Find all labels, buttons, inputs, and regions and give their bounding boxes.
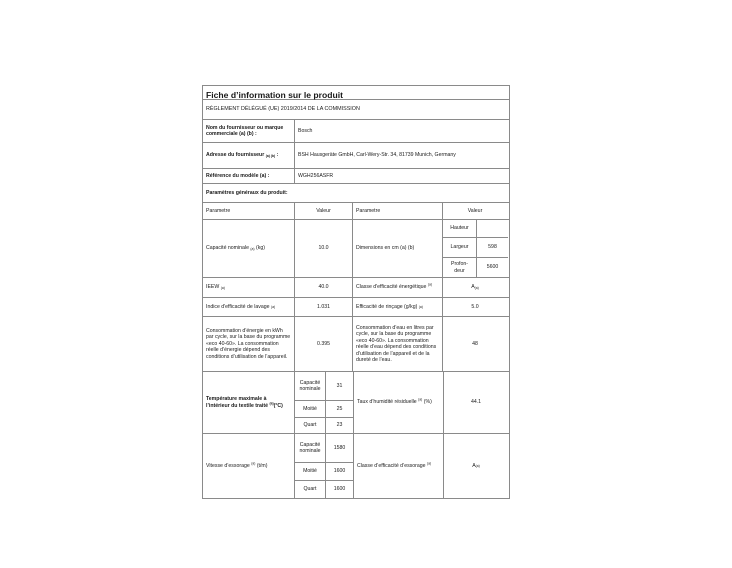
spin-speed-label: Vitesse d’essorage — [206, 462, 250, 469]
wash-index-label: Indice d'efficacité de lavage — [206, 303, 270, 310]
supplier-address-label-cell: Adresse du fournisseur (a) (b) : — [206, 152, 279, 159]
dim-height-label: Hauteur — [450, 225, 469, 232]
dim-width-value: 598 — [476, 238, 508, 257]
spin-speed-grid — [294, 434, 353, 498]
spin-speed-row — [295, 480, 353, 498]
spin-class-sup: (a) — [427, 461, 432, 466]
spin-row — [203, 433, 509, 498]
regulation-text: RÈGLEMENT DÉLÉGUÉ (UE) 2019/2014 DE LA COMMISSION — [206, 106, 360, 113]
capacity-label: Capacité nominale — [206, 245, 249, 252]
energy-consumption-label: Consommation d’énergie en kWh par cycle, sur la base du programme «eco 40-60». La consommation réelle d’énergie dépend des conditions d’utilisation de l’appareil. — [206, 327, 291, 360]
ieew-label: IEEW — [206, 284, 220, 291]
spin-row-value: 1580 — [325, 434, 353, 462]
title-row — [203, 86, 509, 99]
rinse-value: 5.0 — [442, 298, 507, 316]
spin-class-label-cell — [353, 434, 443, 498]
dim-height-row — [443, 220, 508, 237]
energy-class-sup: (a) — [427, 282, 433, 287]
max-temp-row-value: 25 — [325, 401, 353, 417]
rinse-label: Efficacité de rinçage (g/kg) — [356, 303, 418, 310]
spin-speed-label-cell — [203, 434, 294, 498]
dim-depth-value: 5600 — [476, 258, 508, 277]
sheet-title: Fiche d’information sur le produit — [206, 90, 344, 100]
table-header-row — [203, 202, 509, 219]
dim-width-label: Largeur — [450, 244, 469, 251]
energy-consumption-value: 0.395 — [294, 317, 352, 371]
dimensions-label: Dimensions en cm (a) (b) — [352, 220, 442, 277]
wash-index-value: 1.031 — [294, 298, 352, 316]
spin-class-label: Classe d’efficacité d’essorage — [357, 462, 426, 469]
energy-class-value: A — [471, 284, 475, 291]
spin-row-label: Moitié — [303, 468, 317, 475]
spin-speed-row — [295, 462, 353, 480]
supplier-name-label: Nom du fournisseur ou marque commerciale (a) (b) : — [206, 124, 284, 137]
spin-speed-row — [295, 434, 353, 462]
general-params-row — [203, 183, 509, 202]
temperature-humidity-row — [203, 371, 509, 433]
spin-row-label: Quart — [303, 486, 317, 493]
ieew-label-cell: IEEW (a) — [206, 284, 225, 291]
max-temp-row-label: Moitié — [303, 405, 317, 412]
supplier-address-colon: : — [276, 152, 279, 159]
product-information-sheet — [202, 85, 510, 499]
max-temp-label-cell — [203, 372, 294, 433]
dim-width-row — [443, 237, 508, 257]
max-temp-row — [295, 417, 353, 433]
ieew-row — [203, 277, 509, 297]
humidity-value: 44.1 — [443, 372, 508, 433]
spin-speed-unit: (t/m) — [256, 462, 268, 469]
dim-depth-label: Profon-deur — [450, 261, 468, 274]
max-temp-row-value: 31 — [325, 372, 353, 400]
spin-class-value: A — [472, 462, 476, 469]
supplier-address-value: BSH Hausgeräte GmbH, Carl-Wery-Str. 34, 81739 Munich, Germany — [294, 143, 507, 168]
humidity-label-cell — [353, 372, 443, 433]
humidity-label: Taux d’humidité résiduelle — [357, 399, 417, 406]
water-consumption-label: Consommation d’eau en litres par cycle, sur la base du programme «eco 40-60». La consommation réelle d’eau dépend des conditions d’utilisation de l’appareil et de la dureté de l’eau. — [352, 317, 442, 371]
max-temp-unit: (°C) — [273, 402, 283, 409]
spin-row-label: Capacité nominale — [299, 441, 321, 454]
supplier-name-row — [203, 119, 509, 142]
ieew-value: 40.0 — [294, 278, 352, 297]
max-temp-sup: (a) — [269, 400, 274, 405]
consumption-row — [203, 316, 509, 371]
header-param-2: Parametre — [352, 203, 442, 219]
capacity-value: 10.0 — [294, 220, 352, 277]
header-value-2: Valeur — [442, 203, 507, 219]
supplier-address-row — [203, 142, 509, 168]
max-temp-row-label: Quart — [303, 422, 317, 429]
general-params-label: Paramètres généraux du produit: — [206, 189, 288, 196]
header-param: Parametre — [206, 207, 231, 214]
max-temp-row-label: Capacité nominale — [299, 379, 321, 392]
model-label: Référence du modèle (a) : — [206, 172, 270, 179]
humidity-sup: (a) — [418, 397, 423, 402]
max-temp-row — [295, 400, 353, 417]
model-value: WGH256ASFR — [294, 169, 507, 183]
max-temp-label: Température maximale à l’intérieur du textile traité — [206, 396, 268, 409]
max-temp-row — [295, 372, 353, 400]
spin-class-value-cell: A (a) — [443, 434, 508, 498]
water-consumption-value: 48 — [442, 317, 507, 371]
dimensions-grid — [442, 220, 508, 277]
energy-class-label: Classe d'efficacité énergétique — [356, 284, 427, 291]
model-row — [203, 168, 509, 183]
supplier-address-label: Adresse du fournisseur — [206, 152, 265, 159]
energy-class-label-cell — [352, 278, 442, 297]
humidity-unit: (%) — [423, 399, 432, 406]
capacity-dimensions-row — [203, 219, 509, 277]
spin-speed-sup: (a) — [251, 461, 256, 466]
capacity-label-cell: Capacité nominale (a) (kg) — [206, 245, 265, 252]
max-temp-grid — [294, 372, 353, 433]
rinse-label-cell: Efficacité de rinçage (g/kg) (a) — [352, 298, 442, 316]
wash-rinse-row — [203, 297, 509, 316]
regulation-row — [203, 99, 509, 119]
dim-depth-row — [443, 257, 508, 277]
capacity-unit: (kg) — [256, 245, 265, 252]
max-temp-row-value: 23 — [325, 418, 353, 433]
dim-height-value — [476, 220, 508, 237]
header-value: Valeur — [294, 203, 352, 219]
spin-row-value: 1600 — [325, 481, 353, 498]
spin-row-value: 1600 — [325, 463, 353, 480]
supplier-name-value: Bosch — [294, 120, 507, 142]
wash-index-label-cell: Indice d'efficacité de lavage (a) — [206, 303, 276, 310]
energy-class-value-cell: A (a) — [442, 278, 507, 297]
